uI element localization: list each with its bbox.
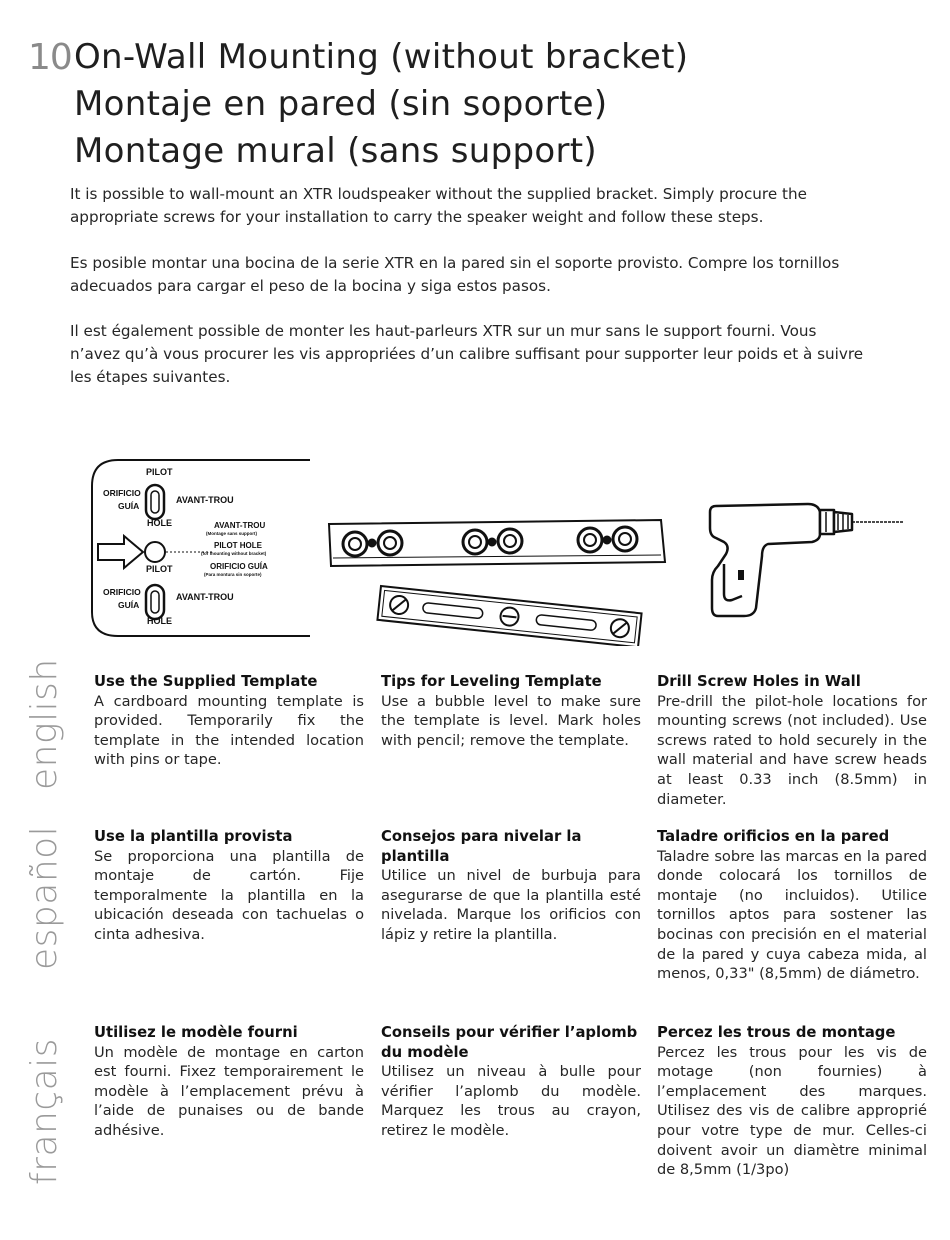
callout-orificio-guia: ORIFICIO GUÍA [210, 562, 268, 571]
step-body: A cardboard mounting template is provided. Temporarily fix the template in the intended location with pins or tape. [94, 692, 364, 769]
step-body: Percez les trous pour les vis de motage (non fournies) à l’emplacement des marques. Utilisez des vis de calibre approprié pour votre type de mur. Celles-ci doivent avoir un diamètre minimal de 8,5mm (1/3po) [657, 1043, 927, 1179]
step-drill-french [657, 1023, 927, 1180]
step-level-english [381, 672, 641, 750]
step-template-spanish [94, 827, 364, 945]
label-avant-trou-bottom: AVANT-TROU [176, 592, 234, 602]
template-outline-graphic [88, 456, 312, 642]
step-body: Se proporciona una plantilla de montaje de cartón. Fije temporalmente la plantilla en la ubicación deseada con tachuelas o cinta adhesiva. [94, 847, 364, 943]
illustrations [0, 450, 950, 650]
template-and-bubble-level-illustration [327, 518, 669, 646]
language-label-french: français [24, 1038, 65, 1185]
language-label-english: english [24, 658, 65, 790]
step-heading: Utilisez le modèle fourni [94, 1024, 298, 1041]
intro-spanish: Es posible montar una bocina de la serie XTR en la pared sin el soporte provisto. Compre los tornillos adecuados para cargar el peso de la bocina y siga estos pasos. [70, 254, 840, 295]
callout-avant-trou-note: (Montage sans support) [206, 531, 258, 536]
drill-illustration [708, 500, 908, 640]
label-hole-bottom: HOLE [147, 616, 173, 626]
power-drill-graphic [708, 500, 908, 640]
callout-pilot-hole-note: (for mounting without bracket) [201, 551, 267, 556]
intro-english: It is possible to wall-mount an XTR loudspeaker without the supplied bracket. Simply procure the appropriate screws for your installation to carry the speaker weight and follow these steps. [70, 185, 807, 226]
step-drill-spanish [657, 827, 927, 984]
intro-french: Il est également possible de monter les haut-parleurs XTR sur un mur sans le support fourni. Vous n’avez qu’à vous procurer les vis appropriées d’un calibre suffisant pour supporter leur poids et à suivre les étapes suivantes. [70, 322, 864, 386]
step-body: Use a bubble level to make sure the template is level. Mark holes with pencil; remove the template. [381, 692, 641, 749]
step-heading: Percez les trous de montage [657, 1024, 896, 1041]
template-illustration [88, 456, 312, 642]
label-pilot-top: PILOT [146, 467, 173, 477]
step-heading: Taladre orificios en la pared [657, 828, 890, 845]
step-body: Taladre sobre las marcas en la pared donde colocará los tornillos de montaje (no incluidos). Utilice tornillos aptos para sostener las bocinas con precisión en el material de la pared y cuya cabeza mida, al menos, 0,33" (8,5mm) de diámetro. [657, 847, 927, 983]
step-heading: Drill Screw Holes in Wall [657, 673, 861, 690]
step-level-french [381, 1023, 641, 1141]
page-title [74, 34, 934, 175]
title-spanish: Montaje en pared (sin soporte) [74, 84, 608, 124]
page-number: 10 [28, 37, 72, 78]
step-heading: Conseils pour vérifier l’aplomb du modèle [381, 1024, 638, 1061]
step-template-french [94, 1023, 364, 1141]
step-body: Utilice un nivel de burbuja para asegurarse de que la plantilla esté nivelada. Marque los orificios con lápiz y retire la plantilla. [381, 867, 641, 943]
label-hole-top: HOLE [147, 518, 173, 528]
step-body: Utilisez un niveau à bulle pour vérifier l’aplomb du modèle. Marquez les trous au crayon, retirez le modèle. [381, 1063, 641, 1139]
step-heading: Tips for Leveling Template [381, 673, 602, 690]
title-french: Montage mural (sans support) [74, 131, 597, 171]
step-drill-english [657, 672, 927, 809]
label-pilot-bottom: PILOT [146, 564, 173, 574]
step-body: Pre-drill the pilot-hole locations for mounting screws (not included). Use screws rated to hold securely in the wall material and have screw heads at least 0.33 inch (8.5mm) in diameter. [657, 692, 927, 808]
label-guia-bottom: GUÍA [118, 600, 140, 610]
step-heading: Use the Supplied Template [94, 673, 318, 690]
step-heading: Use la plantilla provista [94, 828, 293, 845]
title-english: On-Wall Mounting (without bracket) [74, 37, 689, 77]
callout-pilot-hole: PILOT HOLE [214, 541, 262, 550]
label-guia-top: GUÍA [118, 501, 140, 511]
step-template-english [94, 672, 364, 770]
step-level-spanish [381, 827, 641, 945]
language-label-spanish: español [24, 825, 65, 970]
label-orificio-bottom: ORIFICIO [103, 587, 141, 597]
step-heading: Consejos para nivelar la plantilla [381, 828, 582, 865]
label-avant-trou-top: AVANT-TROU [176, 495, 234, 505]
bubble-level-graphic [327, 518, 669, 646]
label-orificio-top: ORIFICIO [103, 488, 141, 498]
step-body: Un modèle de montage en carton est fourni. Fixez temporairement le modèle à l’emplacement prévu à l’aide de punaises ou de bande adhésive. [94, 1043, 364, 1139]
callout-orificio-note: (Para montura sin soporte) [204, 572, 262, 577]
callout-avant-trou: AVANT-TROU [214, 521, 266, 530]
